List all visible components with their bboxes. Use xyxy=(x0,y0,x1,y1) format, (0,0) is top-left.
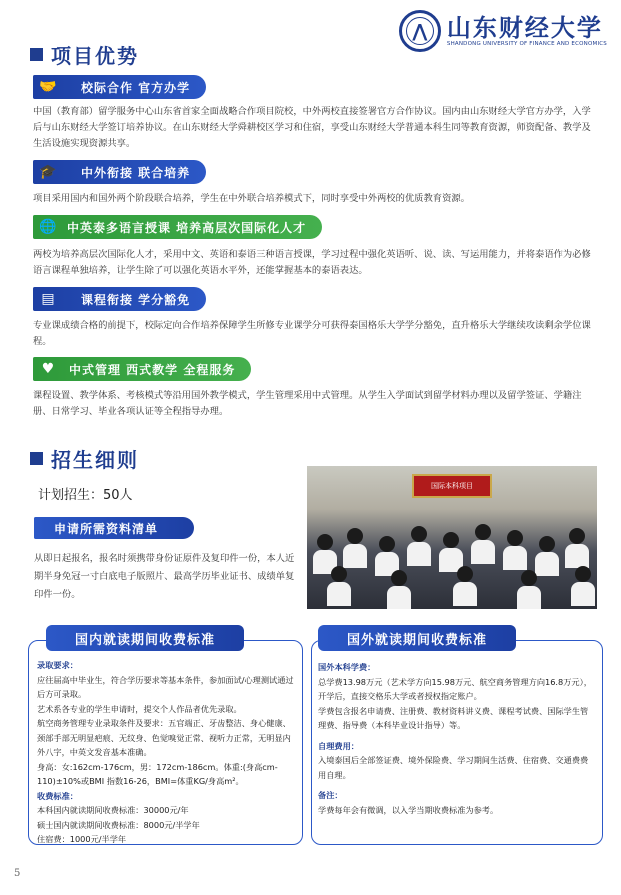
domestic-heading-requirements: 录取要求： xyxy=(37,660,78,670)
domestic-fee-title: 国内就读期间收费标准 xyxy=(46,625,244,651)
domestic-line: 航空商务管理专业录取条件及要求：五官端正、牙齿整洁、身心健康、颈部手部无明显疤痕、无纹身、色觉嗅觉正常、视听力正常，无明显内外八字，中英文发音基本准确。 xyxy=(37,718,291,757)
abroad-heading-note: 备注： xyxy=(318,790,343,800)
ribbon-item-5: ♥ 中式管理 西式教学 全程服务 xyxy=(33,357,251,381)
ribbon-item-3: 🌐 中英泰多语言授课 培养高层次国际化人才 xyxy=(33,215,322,239)
domestic-line: 住宿费：1000元/半学年 xyxy=(37,834,127,844)
section-title-project: 项目优势 xyxy=(30,40,139,69)
graduation-cap-icon: 🎓 xyxy=(39,164,57,180)
ribbon-item-1: 🤝 校际合作 官方办学 xyxy=(33,75,206,99)
enrollment-plan: 计划招生：50人 xyxy=(38,488,133,503)
university-seal-icon xyxy=(399,10,441,52)
paragraph-item-4: 专业课成绩合格的前提下，校际定向合作培养保障学生所修专业课学分可获得泰国格乐大学学分豁免，直升格乐大学继续攻读剩余学位课程。 xyxy=(33,320,591,347)
ribbon-item-2: 🎓 中外衔接 联合培养 xyxy=(33,160,206,184)
abroad-fee-content xyxy=(318,660,596,817)
domestic-line: 艺术系各专业的学生申请时，提交个人作品者优先录取。 xyxy=(37,703,242,714)
paragraph-item-1: 中国（教育部）留学服务中心山东省首家全面战略合作项目院校，中外两校直接签署官方合作协议。国内由山东财经大学官方办学，入学后与山东财经大学签订培养协议。在山东财经大学舜耕校区学习和住宿，享受山东财经大学普通本科生同等教育资源，师资配备、教学及生活设施实现资源共享。 xyxy=(33,106,591,149)
square-bullet-icon xyxy=(30,452,43,465)
abroad-heading-self-paid: 自理费用： xyxy=(318,740,359,751)
abroad-line: 入境泰国后全部签证费、境外保险费、学习期间生活费、住宿费、交通费费用自理。 xyxy=(318,755,589,780)
apply-materials-heading: 申请所需资料清单 xyxy=(34,517,194,539)
paragraph-item-5: 课程设置、教学体系、考核模式等沿用国外教学模式，学生管理采用中式管理。从学生入学面试到留学材料办理以及留学签证、学籍注册、日常学习、毕业各项认证等全程指导办理。 xyxy=(33,390,582,417)
ceremony-photo xyxy=(307,466,597,609)
abroad-line: 学费包含报名申请费、注册费、教材资料讲义费、课程考试费、国际学生管理费、指导费（本科毕业设计指导）等。 xyxy=(318,705,589,730)
apply-materials-text: 从即日起报名，报名时须携带身份证原件及复印件一份，本人近期半身免冠一寸白底电子版照片、最高学历毕业证书、成绩单复印件一份。 xyxy=(34,553,295,600)
globe-icon: 🌐 xyxy=(39,219,57,235)
square-bullet-icon xyxy=(30,48,43,61)
abroad-line: 学费每年会有微调，以入学当期收费标准为参考。 xyxy=(318,804,499,815)
section-title-admission: 招生细则 xyxy=(30,444,139,473)
university-logo xyxy=(399,10,607,52)
photo-banner: 国际本科项目 xyxy=(412,474,492,498)
paragraph-item-3: 两校为培养高层次国际化人才，采用中文、英语和泰语三种语言授课，学习过程中强化英语听、说、读、写运用能力，并将泰语作为必修语言课程单独培养，让学生除了可以强化英语水平外，还能掌握基本的泰语表达。 xyxy=(33,249,591,276)
handshake-icon: 🤝 xyxy=(39,79,57,95)
abroad-line: 总学费13.98万元（艺术学方向15.98万元、航空商务管理方向16.8万元），开学后，直接交格乐大学或者授权指定账户。 xyxy=(318,676,592,701)
abroad-fee-title: 国外就读期间收费标准 xyxy=(318,625,516,651)
domestic-line: 应往届高中毕业生，符合学历要求等基本条件，参加面试/心理测试通过后方可录取。 xyxy=(37,674,294,699)
paragraph-item-2: 项目采用国内和国外两个阶段联合培养，学生在中外联合培养模式下，同时享受中外两校的优质教育资源。 xyxy=(33,193,470,204)
page-number: 5 xyxy=(14,868,21,879)
logo-chinese-name: 山东财经大学 xyxy=(446,12,603,42)
domestic-line: 硕士国内就读期间收费标准：8000元/半学年 xyxy=(37,819,200,830)
logo-english-name: SHANDONG UNIVERSITY OF FINANCE AND ECONOMICS xyxy=(446,41,607,48)
hands-heart-icon: ♥ xyxy=(41,361,55,377)
domestic-line: 身高：女:162cm-176cm，男：172cm-186cm。体重:(身高cm-110)±10%或BMI 指数16-26，BMI=体重KG/身高m²。 xyxy=(37,761,278,786)
ribbon-item-4: ▤ 课程衔接 学分豁免 xyxy=(33,287,206,311)
domestic-fee-content xyxy=(37,658,295,847)
document-icon: ▤ xyxy=(41,291,55,307)
domestic-heading-fees: 收费标准： xyxy=(37,790,78,801)
abroad-heading-tuition: 国外本科学费： xyxy=(318,662,376,672)
domestic-line: 本科国内就读期间收费标准：30000元/年 xyxy=(37,805,189,815)
